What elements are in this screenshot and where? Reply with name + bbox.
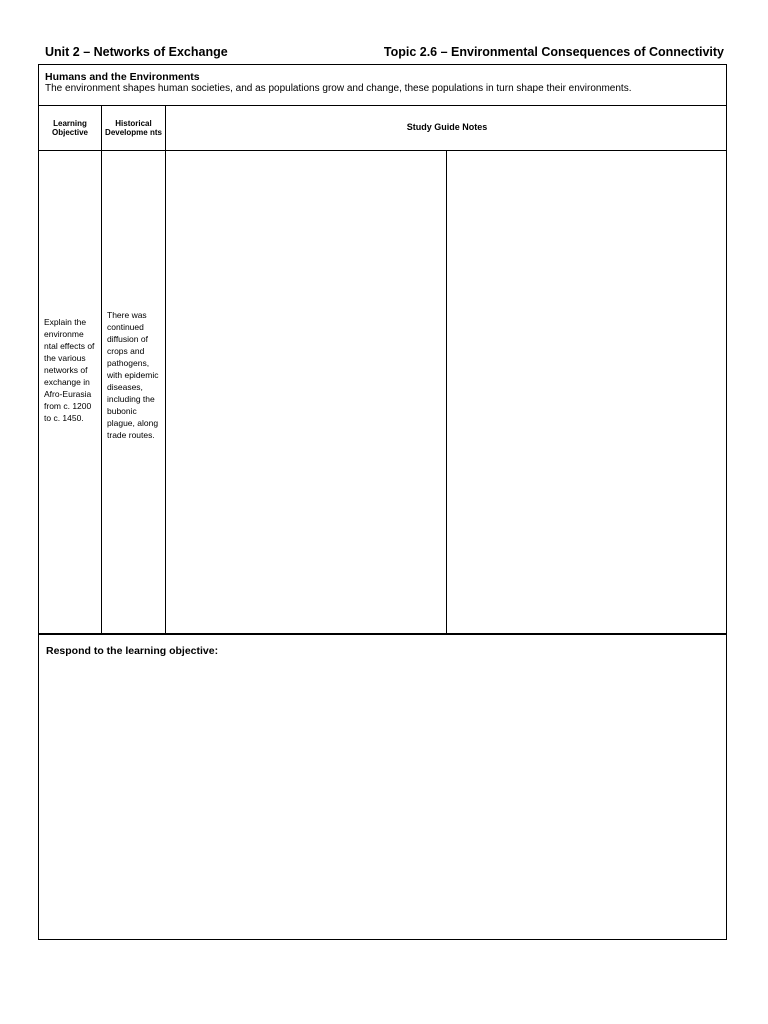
intro-section	[39, 65, 726, 106]
table-header-row	[39, 106, 726, 151]
historical-development-text: There was continued diffusion of crops and pathogens, with epidemic diseases, including the bubonic plague, along trade routes.	[107, 310, 159, 440]
historical-developments-header: Historical Developme nts	[105, 118, 162, 137]
response-label: Respond to the learning objective:	[46, 645, 219, 657]
study-guide-notes-header-cell	[166, 106, 728, 150]
notes-field-right[interactable]	[447, 151, 728, 633]
worksheet	[38, 64, 727, 940]
notes-field-left[interactable]	[166, 151, 447, 633]
learning-objective-header: Learning Objective	[51, 118, 88, 137]
historical-development-cell	[102, 151, 166, 633]
intro-text: The environment shapes human societies, and as populations grow and change, these populations in turn shape their environments.	[45, 83, 632, 94]
study-guide-notes-header: Study Guide Notes	[406, 122, 488, 133]
historical-developments-header-cell	[102, 106, 166, 150]
intro-title: Humans and the Environments	[45, 71, 200, 83]
learning-objective-text: Explain the environme ntal effects of the various networks of exchange in Afro-Eurasia from c. 1200 to c. 1450.	[44, 317, 95, 423]
learning-objective-cell	[39, 151, 102, 633]
learning-objective-header-cell	[39, 106, 102, 150]
topic-title: Topic 2.6 – Environmental Consequences of Connectivity	[383, 45, 724, 59]
table-body-row	[39, 151, 726, 635]
unit-title: Unit 2 – Networks of Exchange	[45, 45, 228, 59]
